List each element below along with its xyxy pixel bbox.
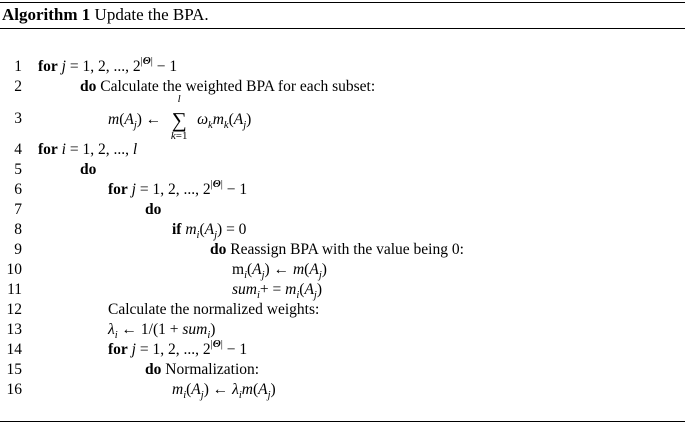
line-expression: i = 1, 2, ..., l <box>61 141 138 158</box>
caption-rule <box>0 28 685 29</box>
line-content <box>108 321 215 341</box>
line-expression: $sum_i+ = m_i(A_j)$ <box>232 281 322 302</box>
line-number: 7 <box>14 201 22 218</box>
line-expression: $\lambda_i$ ← 1/(1 + sum$_i$) <box>108 321 216 342</box>
line-number: 13 <box>6 321 22 338</box>
keyword-do: do <box>145 361 162 378</box>
line-number: 11 <box>7 281 22 298</box>
line-number: 15 <box>6 361 22 378</box>
line-expression: $m_i(A_j) = 0$ <box>185 221 247 242</box>
line-number: 10 <box>6 261 22 278</box>
keyword-do: do <box>145 201 162 218</box>
line-expression: $m_i(A_j)$ ← $m(A_j)$ <box>232 261 327 282</box>
line-number: 3 <box>14 110 22 127</box>
line-content <box>232 281 322 301</box>
keyword-for: for <box>108 341 128 358</box>
line-content <box>172 381 276 401</box>
line-number: 1 <box>14 58 22 75</box>
line-expression: Calculate the normalized weights: <box>108 301 320 318</box>
line-number: 14 <box>6 341 22 358</box>
line-expression: j = 1, 2, ..., $2^{|\Theta|} - 1$ <box>131 339 248 358</box>
line-number: 12 <box>6 301 22 318</box>
line-expression: j = 1, 2, ..., $2^{|\Theta|} - 1$ <box>61 56 178 75</box>
line-content <box>232 261 327 281</box>
line-number: 6 <box>14 181 22 198</box>
line-expression: $m(A_j)$ ← l ∑ k=1 $\omega_km_k(A_j)$ <box>108 93 252 142</box>
line-number: 5 <box>14 161 22 178</box>
line-content <box>145 201 161 219</box>
algorithm-title: Update the BPA. <box>94 5 209 24</box>
line-number: 16 <box>6 381 22 398</box>
line-expression: j = 1, 2, ..., $2^{|\Theta|} - 1$ <box>131 179 248 198</box>
keyword-for: for <box>38 58 58 75</box>
line-content <box>38 58 177 76</box>
line-content <box>172 221 246 241</box>
line-content <box>145 361 259 379</box>
top-rule <box>0 2 685 3</box>
keyword-do: do <box>80 78 97 95</box>
line-expression: $m_i(A_j)$ ← $\lambda_im(A_j)$ <box>172 381 276 402</box>
line-content <box>38 141 137 159</box>
line-number: 4 <box>14 141 22 158</box>
line-content <box>108 181 247 199</box>
keyword-for: for <box>108 181 128 198</box>
keyword-if: if <box>172 221 182 238</box>
line-expression: Normalization: <box>165 361 260 378</box>
line-content <box>210 241 464 259</box>
keyword-do: do <box>210 241 227 258</box>
line-content <box>80 161 96 179</box>
algorithm-caption <box>2 5 209 25</box>
line-expression: Reassign BPA with the value being 0: <box>230 241 464 258</box>
keyword-do: do <box>80 161 97 178</box>
line-expression: Calculate the weighted BPA for each subset: <box>100 78 376 95</box>
algorithm-label: Algorithm 1 <box>2 5 91 24</box>
keyword-for: for <box>38 141 58 158</box>
line-number: 2 <box>14 78 22 95</box>
line-number: 9 <box>14 241 22 258</box>
line-number: 8 <box>14 221 22 238</box>
line-content <box>108 93 252 142</box>
bottom-rule <box>0 421 685 422</box>
line-content <box>108 341 247 359</box>
line-content <box>108 301 319 319</box>
line-content <box>80 78 375 96</box>
